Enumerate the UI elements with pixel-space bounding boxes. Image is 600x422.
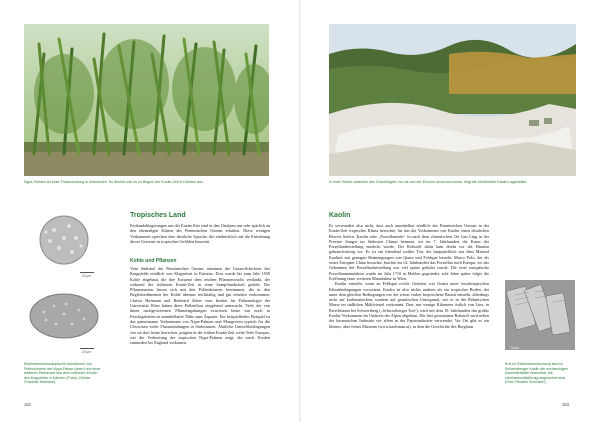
scale-label-kaolin: 10 µm — [510, 346, 519, 350]
kaolinite-sem-image — [505, 280, 575, 350]
photo-caption: In einer Senke zwischen den Granithügeln, wo sie von der Erosion verschont wurde, liegt die Mühlviertler Kaolin-Lagerstätte. — [329, 180, 528, 184]
section-title-tropisches-land: Tropisches Land — [130, 212, 186, 219]
pollen-grain-image-top — [24, 208, 102, 276]
body-text-kaolin — [329, 223, 489, 329]
photo-caption: Nypa-Palmen an einer Flussmündung in Indonesien: So ähnlich sah es zu Beginn der Eozän-Zeit in Kärnten aus. — [24, 180, 204, 184]
page-number-right: 153 — [562, 402, 569, 407]
kaolinite-caption: Erst im Elektronenmikroskop sind im Schwertberger Kaolin die sechseckigen Kaolinitkristalle erkennbar, die ziehharmonikaförmig angeordnet sind (Foto: Reuben Sorensen). — [505, 362, 568, 385]
scale-label-1: 20 µm — [82, 274, 91, 278]
scale-bar-2 — [80, 348, 94, 349]
scale-label-2: 20 µm — [82, 350, 91, 354]
kaolin-quarry-photo — [329, 24, 576, 176]
paragraph: Vom Südrand des Penninischen Ozeans stammen die Gosau-Schichten des Krappfelds nördlich von Klagenfurt in Kärnten. Dort wurde bis zum Jahr 1939 Kohle abgebaut, die ihre Existenz dem reichen Pflanzenwuchs verdankt, der während der frühesten Eozän-Zeit in einer Sumpflandschaft gedieh. Die Pflanzenarten lassen sich mit den Pollenkörnern bestimmen, die in den Begleitsedimenten der Kohle überaus reichhaltig und gut erhalten vorkommen. Christa Hofmann und Reinhard Zetter vom Institut für Paläontologie der Universität Wien haben diese Pollenflora eingehend untersucht. Viele der von ihnen nachgewiesenen Pflanzengattungen existieren heute nur noch in Feuchtgebieten in unmittelbarer Nähe zum Äquator. Ein beispielhaftes Beispiel ist das gemeinsame Vorkommen von Nypa-Palmen und Mangroven typisch für die Uferzonen vieler Flussmündungen in Südostasien. Ähnliche Umweltbedingungen wie sie dort heute herrschen, prägten in der frühen Eozän-Zeit weite Teile Europas, wie die Verbreitung der tropischen Nypa-Palmen zeigt, die rasch Norden zumindest bis England vorkamen. — [130, 266, 270, 346]
nypa-palm-photo — [24, 24, 269, 176]
subheading-kohle: Kohle und Pflanzen — [130, 258, 177, 264]
page-number-left: 152 — [24, 402, 31, 407]
paragraph: Festlandablagerungen aus der Eozän-Zeit sind in den Ostalpen nur sehr spärlich an den ehemaligen Küsten des Penninischen Ozeans erhalten. Diese wenigen Vorkommen sprechen eine deutliche Sprache, die eindrücklich auf die Entstehung dieser Gesteine in tropischen Gefilden hinweist. — [130, 223, 270, 244]
section-title-kaolin: Kaolin — [329, 212, 351, 219]
pollen-grain-image-bottom — [24, 286, 102, 348]
body-text-intro — [130, 223, 270, 244]
scale-bar-1 — [80, 272, 94, 273]
paragraph: Kaolin entsteht, wenn an Feldspat reiche Gesteine wie Granit unter feuchttropischen Klimabedingungen verwittern. Kaolin ist also nichts anderes als ein tropischer Boden, der unter dem gleichen Bedingungen wie der schon vorher besprochene Bauxit entsteht, allerdings nicht auf karbonatischen, sondern auf granitischen Untergrund, wie er in der Böhmischen Masse im südlichen Mühlviertel vorkommt. Dort, nur wenige Kilometer östlich von Linz, in Kriechbaum bei Schwertberg („Schwertberger Ton“), wird seit dem 19. Jahrhundert das größte Kaolin-Vorkommen im Umkreis der Alpen abgebaut. Der hier gewonnene Rohstoff wird neben der keramischen Industrie vor allem in der Papierindustrie verwendet. Vor Ort gibt es ein kleines, aber feines Museum (www.kaolinum.at), in dem die Geschichte des Bergbaus — [329, 281, 489, 329]
body-text-kohle — [130, 266, 270, 345]
right-page — [300, 0, 600, 422]
pollen-caption: Elektronenmikroskopische Aufnahmen von Pollenkörnern der Nypa-Palme (oben) und einer weiteren Palmenart aus dem untersten Eozän des Krappfelds in Kärnten (Fotos: Christa-Charlotte Hofmann). — [24, 362, 101, 385]
paragraph: Es verwundert also nicht, dass auch unmittelbar nördlich des Penninischen Ozeans in der Eozän-Zeit tropisches Klima herrschte, für das die Vorkommen von Kaolin einen deutlichen Beweis liefern. Kaolin oder „Porzellanerde“ ist nach dem chinesischen Ort Gao Ling in der Provinz Jiangxi im Südosten Chinas benannt, wo im 7. Jahrhundert die Kunst der Porzellanherstellung entdeckt wurde. Der Rohstoff dafür kam direkt vor der Haustür gebrauchsfertig vor. Es ist ein blendend weißer Ton, der hauptsächlich aus dem Mineral Kaolinit mit geringen Beimengungen von Quarz und Feldspat besteht. Marco Polo, der als erster Europäer China besuchte, brachte im 14. Jahrhundert das Porzellan nach Europa, wo das Geheimnis der Porzellanherstellung erst viel später gelüftet wurde. Die erste europäische Porzellanmanufaktur wurde im Jahr 1710 in Meißen gegründet, acht Jahre später folgte die Eröffnung einer weiteren Manufaktur in Wien. — [329, 223, 489, 281]
